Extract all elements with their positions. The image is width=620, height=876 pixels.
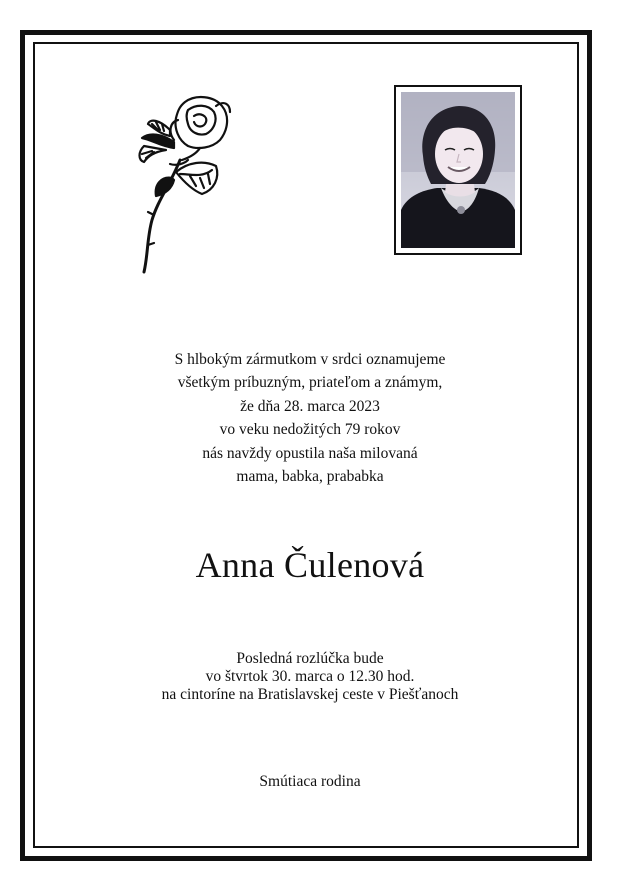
- family-signature: Smútiaca rodina: [259, 773, 361, 790]
- funeral-info: [40, 650, 580, 704]
- announcement-line: vo veku nedožitých 79 rokov: [219, 421, 401, 439]
- portrait-photo: [394, 85, 522, 255]
- announcement-line: nás navždy opustila naša milovaná: [202, 444, 418, 462]
- announcement-text: [40, 348, 580, 488]
- funeral-line: vo štvrtok 30. marca o 12.30 hod.: [205, 668, 415, 685]
- announcement-line: všetkým príbuzným, priateľom a známym,: [177, 374, 443, 392]
- deceased-name: Anna Čulenová: [195, 545, 425, 585]
- rose-icon: [130, 90, 240, 280]
- announcement-line: mama, babka, prababka: [236, 468, 384, 486]
- announcement-line: že dňa 28. marca 2023: [240, 397, 380, 415]
- announcement-line: S hlbokým zármutkom v srdci oznamujeme: [174, 351, 446, 368]
- funeral-line: Posledná rozlúčka bude: [236, 650, 384, 667]
- funeral-line: na cintoríne na Bratislavskej ceste v Piešťanoch: [161, 686, 459, 703]
